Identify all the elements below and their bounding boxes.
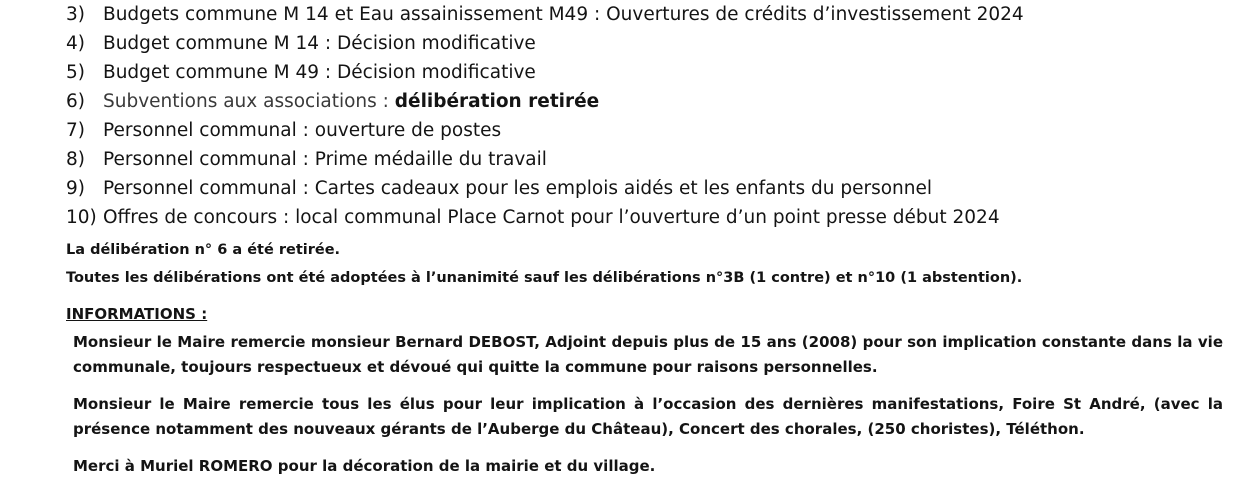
agenda-item-3: [66, 0, 1024, 29]
agenda-item-text: Personnel communal : Cartes cadeaux pour les emplois aidés et les enfants du personnel: [103, 178, 933, 199]
agenda-item-text: Budgets commune M 14 et Eau assainissement M49 : Ouvertures de crédits d’investissement 2024: [103, 4, 1024, 25]
agenda-item-number: 3): [66, 4, 85, 25]
agenda-item-9: [66, 174, 1024, 203]
agenda-item-text: Personnel communal : ouverture de postes: [103, 120, 502, 141]
vote-note: Toutes les délibérations ont été adoptées à l’unanimité sauf les délibérations n°3B (1 contre) et n°10 (1 abstention).: [66, 270, 1023, 286]
agenda-item-4: [66, 29, 1024, 58]
agenda-item-10: [66, 203, 1024, 232]
agenda-item-number: 6): [66, 91, 85, 112]
agenda-item-number: 5): [66, 62, 85, 83]
agenda-item-text: Subventions aux associations :: [103, 91, 389, 112]
agenda-item-8: [66, 145, 1024, 174]
agenda-list: [66, 0, 1024, 232]
agenda-item-retired-label: délibération retirée: [394, 91, 600, 112]
info-paragraph: Monsieur le Maire remercie tous les élus pour leur implication à l’occasion des dernières manifestations, Foire St André, (avec la présence notamment des nouveaux gérants de l’Auberge du Château), Concert des chorales, (250 choristes), Téléthon.: [73, 395, 1223, 438]
agenda-item-text: Personnel communal : Prime médaille du travail: [103, 149, 547, 170]
agenda-item-number: 10): [66, 207, 97, 228]
agenda-item-number: 7): [66, 120, 85, 141]
agenda-item-text: Budget commune M 14 : Décision modificative: [103, 33, 536, 54]
agenda-item-text: Offres de concours : local communal Place Carnot pour l’ouverture d’un point presse début 2024: [103, 207, 1000, 228]
agenda-item-number: 9): [66, 178, 85, 199]
retired-note: La délibération n° 6 a été retirée.: [66, 242, 341, 258]
informations-heading: INFORMATIONS :: [66, 305, 208, 323]
agenda-item-text: Budget commune M 49 : Décision modificative: [103, 62, 536, 83]
info-paragraph: Merci à Muriel ROMERO pour la décoration de la mairie et du village.: [73, 457, 656, 475]
info-paragraph: Monsieur le Maire remercie monsieur Bernard DEBOST, Adjoint depuis plus de 15 ans (2008) pour son implication constante dans la vie communale, toujours respectueux et dévoué qui quitte la commune pour raisons personnelles.: [73, 333, 1223, 376]
agenda-item-7: [66, 116, 1024, 145]
agenda-item-5: [66, 58, 1024, 87]
agenda-item-number: 8): [66, 149, 85, 170]
agenda-item-number: 4): [66, 33, 85, 54]
agenda-item-6: [66, 87, 1024, 116]
